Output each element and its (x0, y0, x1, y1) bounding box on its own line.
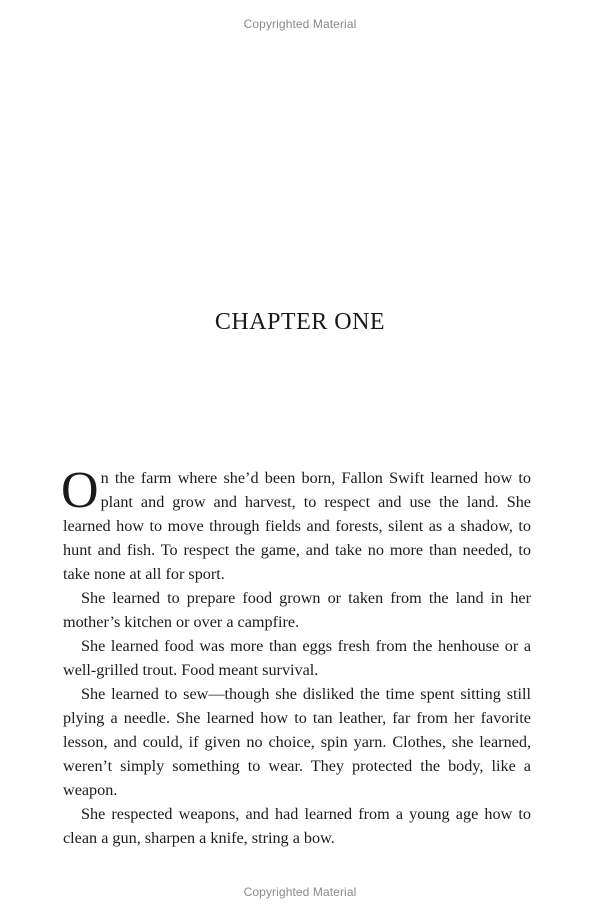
chapter-body (61, 462, 531, 850)
copyright-watermark-bottom: Copyrighted Material (243, 885, 357, 899)
drop-cap: O (61, 462, 99, 519)
paragraph-1-text: n the farm where she’d been born, Fallon Swift learned how to plant and grow and harvest, to respect and use the land. She learned how to move through fields and forests, silent as a shadow, to hunt and fish. To respect the game, and take no more than needed, to take none at all for sport. (63, 469, 531, 583)
paragraph-3: She learned food was more than eggs fresh from the henhouse or a well-grilled trout. Food meant survival. (63, 637, 531, 679)
paragraph-4: She learned to sew—though she disliked the time spent sitting still plying a needle. She learned how to tan leather, far from her favorite lesson, and could, if given no choice, spin yarn. Clothes, she learned, weren’t simply something to wear. They protected the body, like a weapon. (63, 685, 531, 799)
paragraph-1 (61, 462, 531, 586)
paragraph-2: She learned to prepare food grown or taken from the land in her mother’s kitchen or over a campfire. (63, 589, 531, 631)
chapter-title: CHAPTER ONE (214, 309, 386, 335)
copyright-watermark-top: Copyrighted Material (243, 17, 357, 31)
paragraph-5: She respected weapons, and had learned from a young age how to clean a gun, sharpen a knife, string a bow. (63, 805, 531, 847)
